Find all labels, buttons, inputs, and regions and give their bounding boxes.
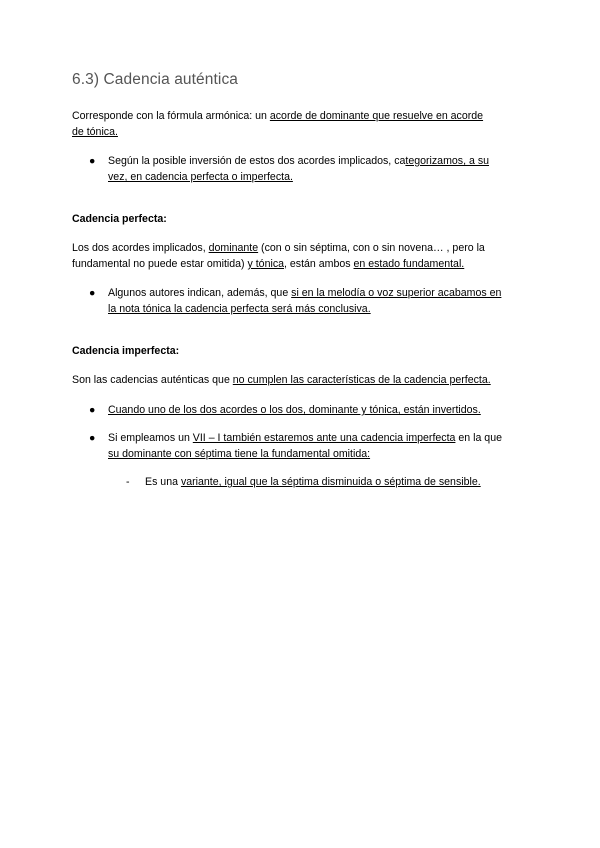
bullet-marker: ●: [89, 287, 96, 299]
paragraph-text: Los dos acordes implicados,: [72, 242, 209, 254]
paragraph-underlined: en estado fundamental.: [353, 258, 465, 270]
list-item-text: [108, 153, 489, 185]
bullet-text-plain: Si empleamos un: [108, 432, 193, 444]
intro-text: Corresponde con la fórmula armónica: un: [72, 110, 270, 122]
bullet-text-plain: Según la posible inversión de estos dos acordes implicados, ca: [108, 155, 406, 167]
bullet-text-underlined: tegorizamos, a su: [405, 155, 490, 167]
paragraph-text: (con o sin séptima, con o sin novena… , pero la: [258, 242, 485, 254]
list-item-text: [108, 285, 501, 317]
bullet-text-underlined: si en la melodía o voz superior acabamos en: [291, 287, 502, 299]
bullet-text-underlined: VII – I también estaremos ante una cadencia imperfecta: [192, 432, 456, 444]
list-item-text: [145, 474, 481, 490]
section-title: 6.3) Cadencia auténtica: [72, 71, 239, 88]
perfecta-paragraph: [72, 240, 532, 272]
bullet-text-underlined: Cuando uno de los dos acordes o los dos, dominante y tónica, están invertidos.: [108, 404, 481, 416]
bullet-marker: ●: [89, 155, 96, 167]
bullet-text-plain: Es una: [145, 476, 181, 488]
intro-underlined-2: de tónica.: [72, 126, 118, 138]
list-item-text: [108, 402, 481, 418]
paragraph-underlined: no cumplen las características de la cadencia perfecta.: [232, 374, 491, 386]
paragraph-underlined: y tónica: [247, 258, 285, 270]
bullet-text-underlined: su dominante con séptima tiene la fundamental omitida:: [108, 448, 371, 460]
paragraph-text: fundamental no puede estar omitida): [72, 258, 248, 270]
list-item-text: [108, 430, 502, 462]
bullet-text-underlined: vez, en cadencia perfecta o imperfecta.: [108, 171, 293, 183]
subheading-imperfecta: Cadencia imperfecta:: [72, 345, 180, 357]
bullet-text-underlined: variante, igual que la séptima disminuida o séptima de sensible.: [180, 476, 481, 488]
imperfecta-paragraph: [72, 372, 532, 388]
bullet-text-plain: en la que: [455, 432, 502, 444]
intro-underlined-1: acorde de dominante que resuelve en acorde: [269, 110, 484, 122]
intro-paragraph: [72, 108, 532, 140]
bullet-text-plain: Algunos autores indican, además, que: [108, 287, 292, 299]
bullet-text-underlined: la nota tónica la cadencia perfecta será más conclusiva.: [108, 303, 371, 315]
paragraph-underlined: dominante: [208, 242, 259, 254]
dash-marker: -: [126, 476, 130, 488]
bullet-marker: ●: [89, 404, 96, 416]
paragraph-text: , están ambos: [284, 258, 354, 270]
bullet-marker: ●: [89, 432, 96, 444]
paragraph-text: Son las cadencias auténticas que: [72, 374, 233, 386]
subheading-perfecta: Cadencia perfecta:: [72, 213, 167, 225]
